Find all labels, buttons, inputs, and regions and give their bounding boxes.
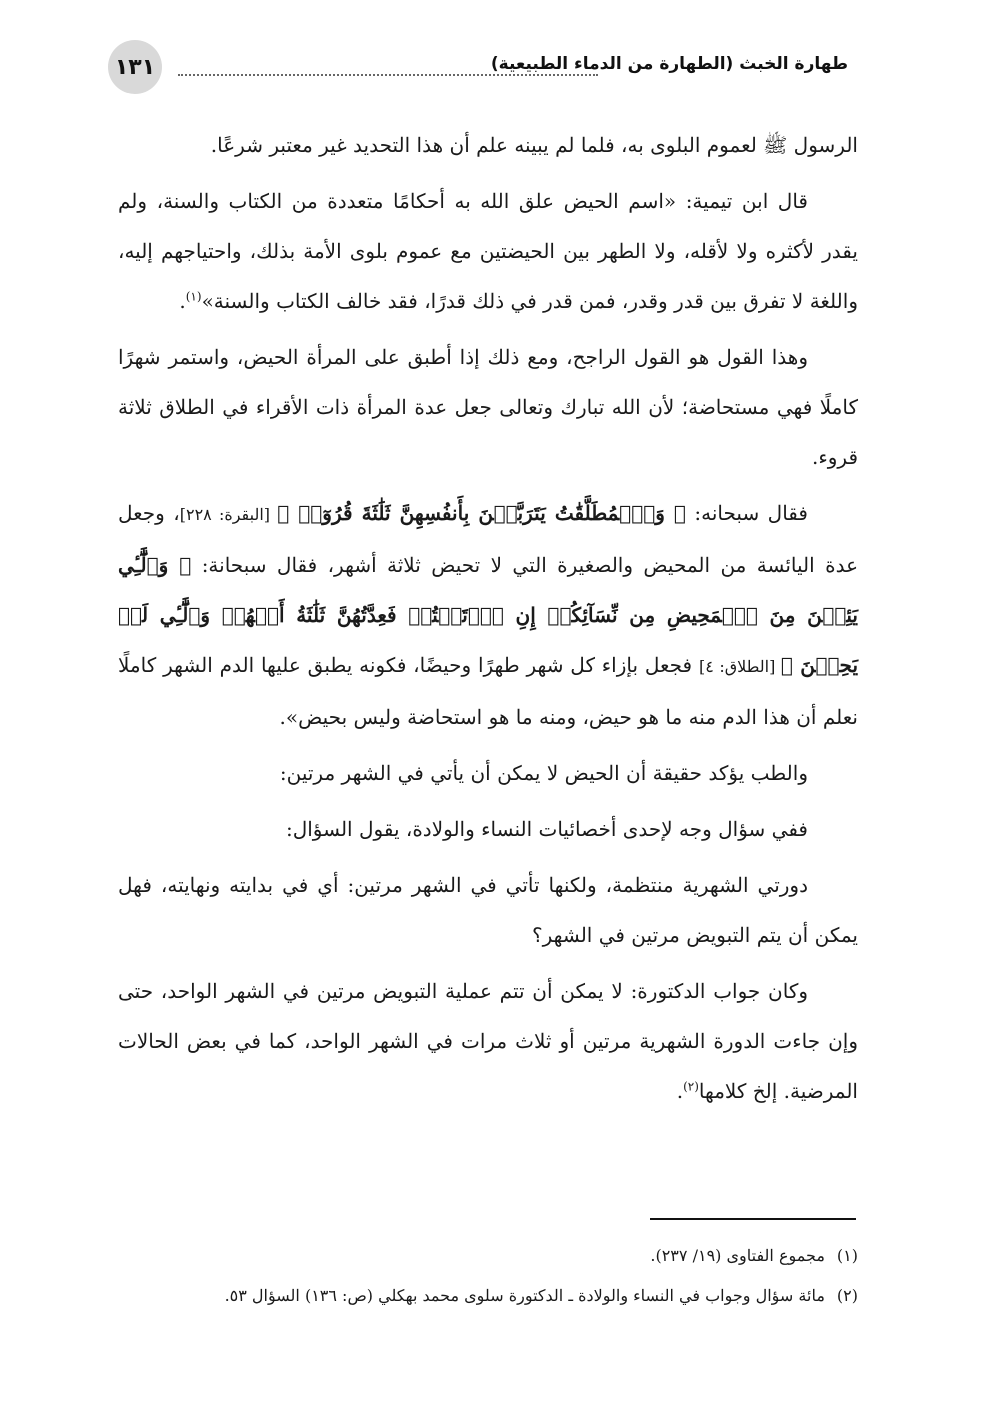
running-title: طهارة الخبث (الطهارة من الدماء الطبيعية): [490, 54, 848, 74]
paragraph-4-lead: فقال سبحانه:: [685, 501, 808, 525]
paragraph-2-text: قال ابن تيمية: «اسم الحيض علق الله به أحكامًا متعددة من الكتاب والسنة، ولم يقدر لأكثره ولا لأقله، ولا الطهر بين الحيضتين مع عموم بلوى الأمة بذلك، واحتياجهم إليه، واللغة لا تفرق بين قدر وقدر، فمن قدر في ذلك قدرًا، فقد خالف الكتاب والسنة»: [118, 189, 858, 313]
footnote-separator: [650, 1218, 856, 1220]
paragraph-4: [118, 488, 858, 742]
quran-verse-talaq: ﴿ وَٱلَّٰٓـِٔي يَئِسۡنَ مِنَ ٱلۡمَحِيضِ مِن نِّسَآئِكُمۡ إِنِ ٱرۡتَبۡتُمۡ فَعِدَّتُهُنَّ ثَلَٰثَةُ أَشۡهُرٖ وَٱلَّٰٓـِٔي لَمۡ يَحِضۡنَ ﴾: [118, 553, 859, 677]
paragraph-2-end: .: [179, 289, 186, 313]
paragraph-6: ففي سؤال وجه لإحدى أخصائيات النساء والولادة، يقول السؤال:: [285, 817, 808, 841]
main-text: [118, 120, 858, 1122]
paragraph-3: وهذا القول هو القول الراجح، ومع ذلك إذا أطبق على المرأة الحيض، واستمر شهرًا كاملًا فهي مستحاضة؛ لأن الله تبارك وتعالى جعل عدة المرأة ذات الأقراء في الطلاق ثلاثة قروء.: [118, 345, 858, 469]
verse-reference-talaq: [الطلاق: ٤]: [698, 657, 781, 676]
footnote-text: مجموع الفتاوى (١٩/ ٢٣٧).: [650, 1246, 825, 1265]
paragraph-7: دورتي الشهرية منتظمة، ولكنها تأتي في الشهر مرتين: أي في بدايته ونهايته، فهل يمكن أن يتم التبويض مرتين في الشهر؟: [118, 873, 858, 947]
paragraph-8-text: وكان جواب الدكتورة: لا يمكن أن تتم عملية التبويض مرتين في الشهر الواحد، حتى وإن جاءت الدورة الشهرية مرتين أو ثلاث مرات في الشهر الواحد، كما في بعض الحالات المرضية. إلخ كلامها: [118, 979, 858, 1103]
verse-reference-baqarah: [البقرة: ٢٢٨]: [179, 505, 278, 524]
paragraph-5: والطب يؤكد حقيقة أن الحيض لا يمكن أن يأتي في الشهر مرتين:: [279, 761, 808, 785]
header-dotted-leader: [178, 74, 598, 76]
footnote-text: مائة سؤال وجواب في النساء والولادة ـ الدكتورة سلوى محمد بهكلي (ص: ١٣٦) السؤال ٥٣.: [224, 1286, 825, 1305]
footnote-ref-1[interactable]: (١): [185, 289, 202, 304]
footnote-ref-2[interactable]: (٢): [683, 1079, 699, 1094]
paragraph-4-tail: فجعل بإزاء كل شهر طهرًا وحيضًا، فكونه يطبق عليها الدم الشهر كاملًا نعلم أن هذا الدم منه ما هو حيض، ومنه ما هو استحاضة وليس بحيض».: [118, 653, 858, 729]
footnotes: [110, 1236, 858, 1316]
paragraph-2: [118, 176, 858, 326]
paragraph-1: الرسول ﷺ لعموم البلوى به، فلما لم يبينه علم أن هذا التحديد غير معتبر شرعًا.: [210, 133, 858, 157]
page-header: [108, 40, 848, 100]
paragraph-8: [118, 966, 858, 1116]
paragraph-8-end: .: [676, 1079, 684, 1103]
footnote-2: [110, 1276, 858, 1316]
footnote-number: (٢): [836, 1286, 858, 1305]
quran-verse-baqarah: ﴿ وَٱلۡمُطَلَّقَٰتُ يَتَرَبَّصۡنَ بِأَنفُسِهِنَّ ثَلَٰثَةَ قُرُوٓءٖ ﴾: [277, 501, 686, 525]
page-number: ١٣١: [108, 40, 162, 94]
paragraph-4-rest: ، وجعل عدة اليائسة من المحيض والصغيرة التي لا تحيض ثلاثة أشهر، فقال سبحانة:: [118, 501, 859, 577]
footnote-number: (١): [836, 1246, 858, 1265]
footnote-1: [110, 1236, 858, 1276]
